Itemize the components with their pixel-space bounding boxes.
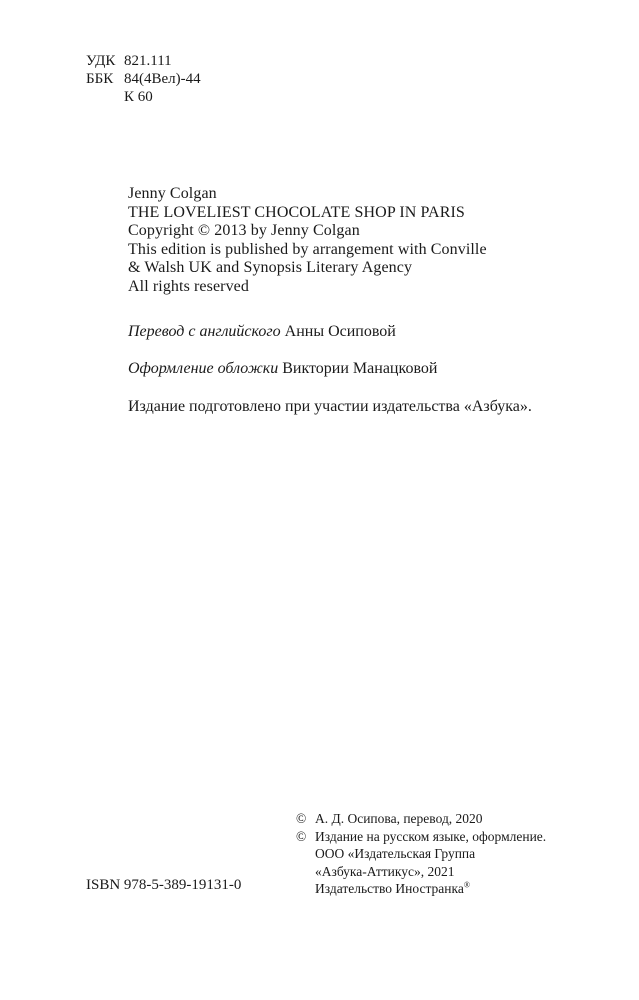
rights-block (296, 810, 546, 898)
rights-line-translation (296, 810, 546, 828)
bbk-value: 84(4Вел)-44 (124, 71, 201, 87)
cover-credit (128, 360, 437, 378)
edition-line-1: This edition is published by arrangement with Conville (128, 240, 487, 258)
rights-publisher-line-2: «Азбука-Аттикус», 2021 (315, 863, 455, 879)
rights-line-edition (296, 828, 546, 846)
publisher-imprint: Издательство Иностранка (315, 881, 464, 896)
bbk-label: ББК (86, 71, 114, 87)
author-code: К 60 (124, 89, 153, 105)
edition-line-2: & Walsh UK and Synopsis Literary Agency (128, 259, 413, 276)
classification-block (86, 52, 201, 106)
translator-role: Перевод с английского (128, 323, 281, 340)
registered-mark: ® (463, 880, 470, 890)
rights-publisher-line-3 (296, 880, 546, 898)
rights-reserved: All rights reserved (128, 277, 249, 295)
copyright-symbol: © (296, 811, 307, 826)
rights-publisher-line-1: ООО «Издательская Группа (315, 846, 476, 861)
bbk-row (86, 70, 201, 88)
translator-name: Анны Осиповой (284, 323, 396, 340)
rights-translation-text: А. Д. Осипова, перевод, 2020 (315, 811, 483, 826)
rights-edition-text: Издание на русском языке, оформление. (315, 828, 547, 844)
original-author: Jenny Colgan (128, 185, 217, 202)
copyright-block (128, 185, 487, 296)
udk-label: УДК (86, 53, 116, 69)
original-title: THE LOVELIEST CHOCOLATE SHOP IN PARIS (128, 203, 465, 221)
isbn: ISBN 978-5-389-19131-0 (86, 877, 242, 893)
translator-credit (128, 323, 396, 341)
udk-value: 821.111 (124, 53, 172, 69)
cover-designer-name: Виктории Манацковой (282, 360, 438, 377)
cover-role: Оформление обложки (128, 360, 279, 377)
udk-row (86, 52, 201, 70)
copyright-symbol: © (296, 828, 307, 844)
publisher-note: Издание подготовлено при участии издательства «Азбука». (128, 398, 532, 415)
copyright-line: Copyright © 2013 by Jenny Colgan (128, 222, 360, 239)
